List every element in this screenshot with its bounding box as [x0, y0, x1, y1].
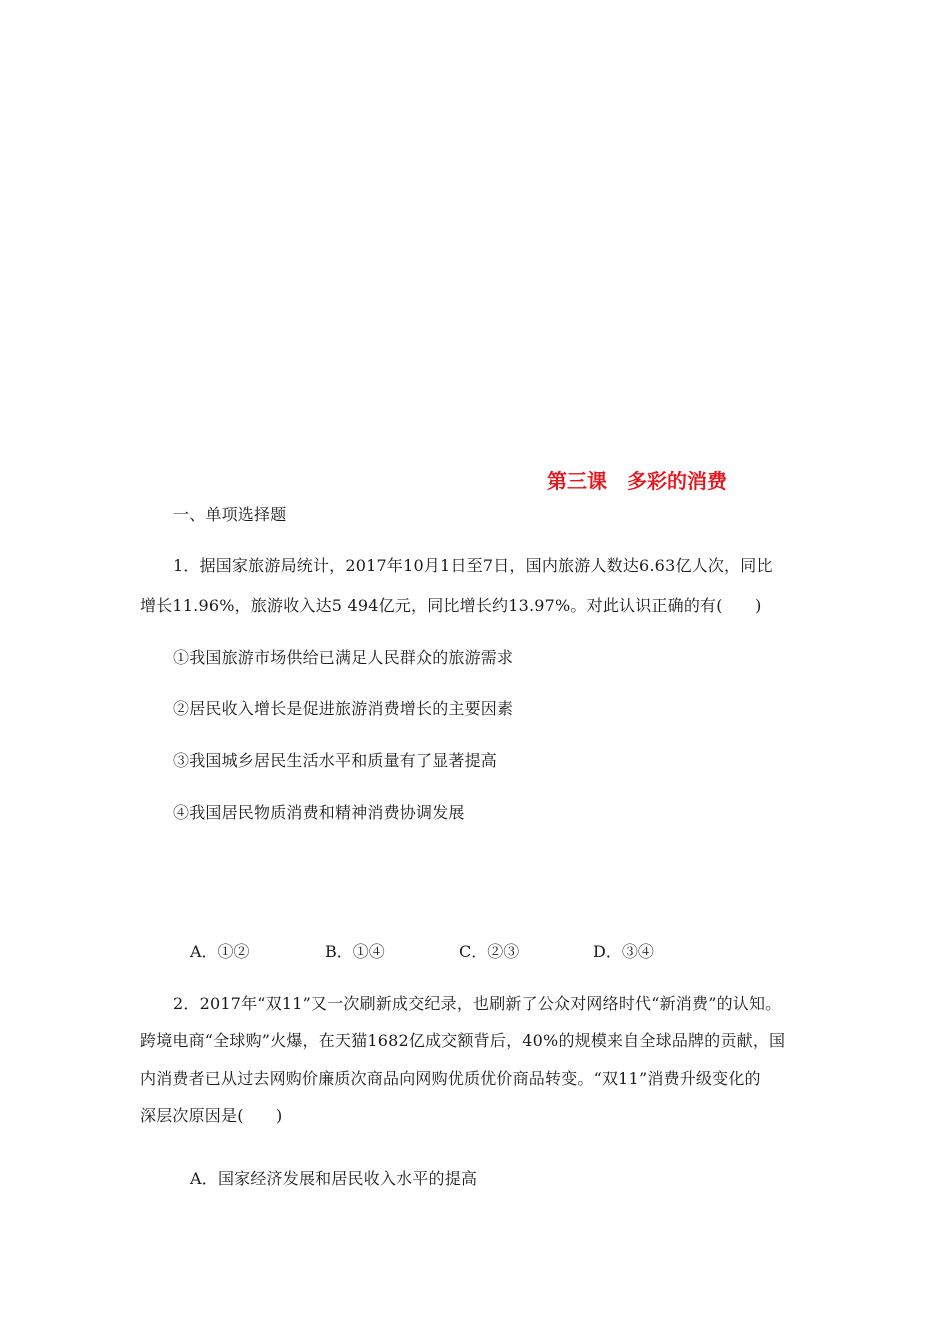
- question-1-line-1: 1．据国家旅游局统计，2017年10月1日至7日，国内旅游人数达6.63亿人次，同比: [173, 556, 773, 575]
- question-1-option-c: C．②③: [459, 942, 520, 961]
- section-heading: 一、单项选择题: [173, 505, 287, 524]
- statement-1: ①我国旅游市场供给已满足人民群众的旅游需求: [173, 648, 514, 667]
- question-2-line-1: 2．2017年“双11”又一次刷新成交纪录，也刷新了公众对网络时代“新消费”的认知。: [173, 994, 782, 1013]
- page-title: 第三课 多彩的消费: [547, 469, 727, 493]
- statement-3: ③我国城乡居民生活水平和质量有了显著提高: [173, 751, 498, 770]
- question-2-line-3: 内消费者已从过去网购价廉质次商品向网购优质优价商品转变。“双11”消费升级变化的: [140, 1069, 761, 1088]
- question-1-option-a: A．①②: [190, 942, 250, 961]
- question-2-option-a: A．国家经济发展和居民收入水平的提高: [190, 1169, 478, 1188]
- question-2-line-2: 跨境电商“全球购”火爆，在天猫1682亿成交额背后，40%的规模来自全球品牌的贡献，国: [140, 1031, 786, 1050]
- question-1-line-2: 增长11.96%，旅游收入达5 494亿元，同比增长约13.97%。对此认识正确的有( ): [140, 596, 762, 615]
- question-1-option-d: D．③④: [593, 942, 654, 961]
- question-1-option-b: B．①④: [325, 942, 385, 961]
- statement-4: ④我国居民物质消费和精神消费协调发展: [173, 803, 465, 822]
- question-2-line-4: 深层次原因是( ): [140, 1106, 283, 1125]
- statement-2: ②居民收入增长是促进旅游消费增长的主要因素: [173, 699, 514, 718]
